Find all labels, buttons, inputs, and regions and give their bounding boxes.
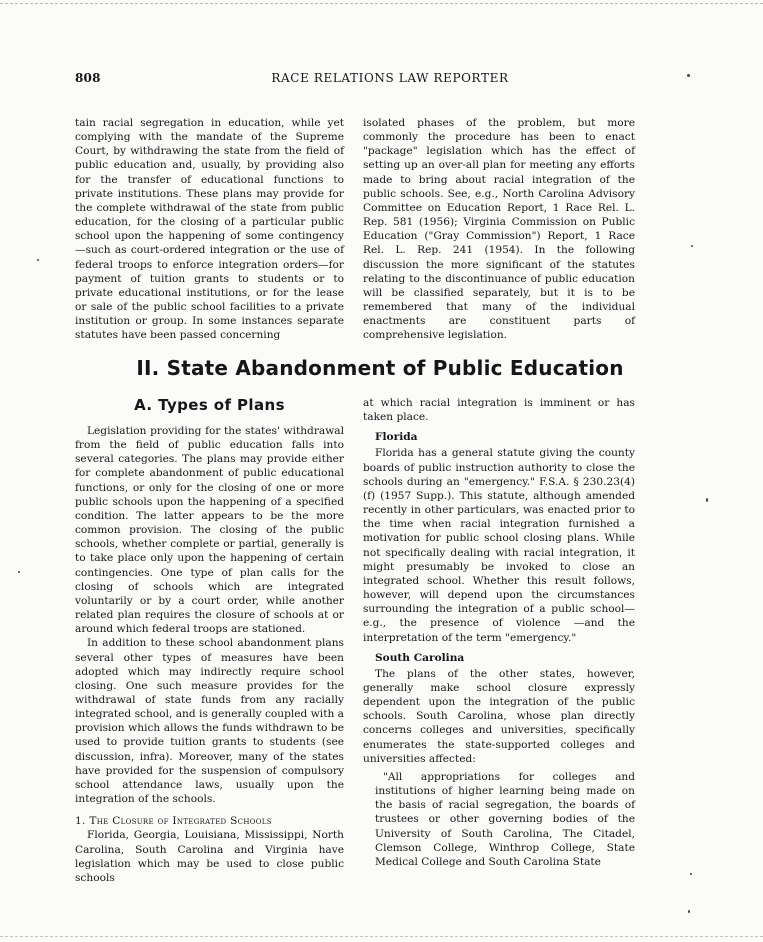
numbered-heading: 1. The Closure of Integrated Schools (75, 815, 272, 828)
scan-speck (690, 873, 692, 875)
sub-heading: A. Types of Plans (134, 396, 285, 414)
scan-speck (691, 245, 693, 247)
bottom-left-column (75, 424, 344, 885)
paragraph: In addition to these school abandonment plans several other types of measures have been adopted which may indirectly require school closing. One such measure provides for the withdrawal of state funds from any racially integrated school, and is generally coupled with a provision which allows the funds withdrawn to be used to provide tuition grants to students (see discussion, infra). Moreover, many of the states have provided for the suspension of compulsory school attendance laws, usually upon the integration of the schools. (75, 637, 344, 806)
scan-speck (706, 498, 708, 502)
paragraph: at which racial integration is imminent or has taken place. (363, 397, 635, 424)
state-heading: Florida (375, 431, 418, 444)
paragraph: tain racial segregation in education, while yet complying with the mandate of the Supreme Court, by withdrawing the state from the field of public education and, usually, by providing also for the transfer of educational functions to private institutions. These plans may provide for the complete withdrawal of the state from public education, for the closing of a particular public school upon the happening of some contingency—such as court-ordered integration or the use of federal troops to enforce integration orders—for payment of tuition grants to students or to private educational institutions, or for the lease or sale of the public school facilities to a private institution or group. In some instances separate statutes have been passed concerning (75, 117, 344, 342)
paragraph: Florida has a general statute giving the county boards of public instruction authority to close the schools during an "emergency." F.S.A. § 230.23(4)(f) (1957 Supp.). This statute, although amended recently in other particulars, was enacted prior to the time when racial integration furnished a motivation for public school closing plans. While not specifically dealing with racial integration, it might presumably be invoked to close an integrated school. Whether this result follows, however, will depend upon the circumstances surrounding the integration of a public school—e.g., the presence of violence —and the interpretation of the term "emergency." (363, 447, 635, 644)
page-number: 808 (75, 71, 101, 85)
scan-speck (37, 259, 39, 261)
top-right-column (363, 116, 635, 343)
block-quote (363, 770, 635, 869)
quote-text: "All appropriations for colleges and institutions of higher learning being made on the basis of racial segregation, the boards of trustees or other governing bodies of the University of South Carolina, The Citadel, Clemson College, Winthrop College, State Medical College and South Carolina State (375, 770, 635, 868)
top-left-column (75, 116, 344, 343)
scan-speck (688, 910, 690, 913)
paragraph: Legislation providing for the states' withdrawal from the field of public education falls into several categories. The plans may provide either for complete abandonment of public educational functions, or only for the closing of one or more public schools upon the happening of a specified condition. The latter appears to be the more common provision. The closing of the public schools, whether complete or partial, generally is to take place only upon the happening of certain contingencies. One type of plan calls for the closing of schools which are integrated voluntarily or by a court order, while another related plan requires the closure of schools at or around which federal troops are stationed. (75, 425, 344, 636)
running-head: RACE RELATIONS LAW REPORTER (271, 71, 509, 85)
section-heading: II. State Abandonment of Public Education (136, 356, 624, 380)
paragraph: Florida, Georgia, Louisiana, Mississippi, North Carolina, South Carolina and Virginia have legislation which may be used to close public schools (75, 829, 344, 884)
scan-speck (687, 74, 690, 77)
scan-edge-bottom (0, 936, 763, 937)
paragraph: isolated phases of the problem, but more commonly the procedure has been to enact "package" legislation which has the effect of setting up an over-all plan for meeting any efforts made to bring about racial integration of the public schools. See, e.g., North Carolina Advisory Committee on Education Report, 1 Race Rel. L. Rep. 581 (1956); Virginia Commission on Public Education ("Gray Commission") Report, 1 Race Rel. L. Rep. 241 (1954). In the following discussion the more significant of the statutes relating to the discontinuance of public education will be classified separately, but it is to be remembered that many of the individual enactments are constituent parts of comprehensive legislation. (363, 117, 635, 342)
paragraph: The plans of the other states, however, generally make school closure expressly dependent upon the integration of the public schools. South Carolina, whose plan directly concerns colleges and universities, specifically enumerates the state-supported colleges and universities affected: (363, 667, 635, 765)
state-heading: South Carolina (375, 651, 465, 664)
scan-edge-top (0, 3, 763, 4)
scan-speck (18, 571, 20, 573)
bottom-right-column (363, 396, 635, 869)
